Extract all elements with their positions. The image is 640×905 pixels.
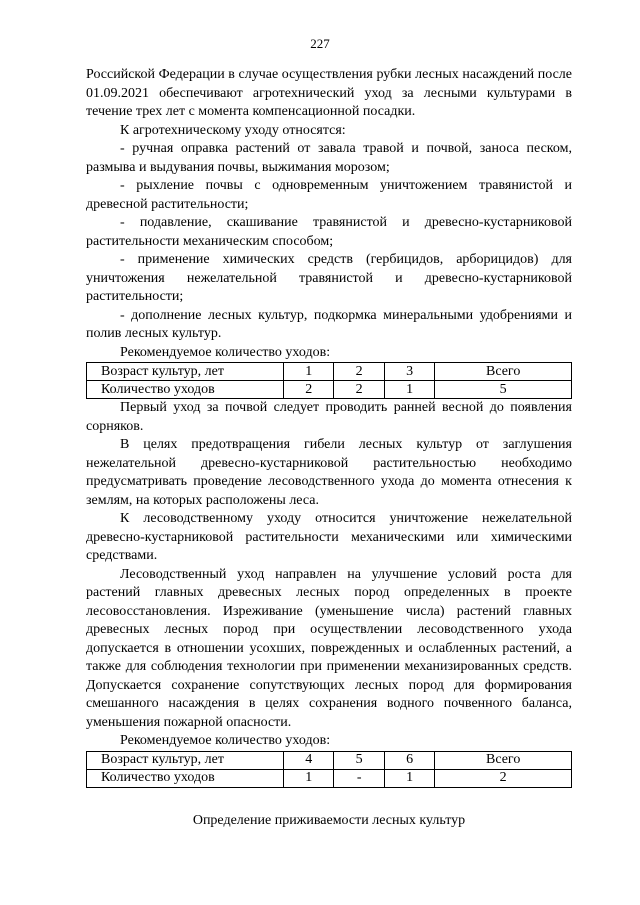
table-cell: Всего	[435, 751, 572, 769]
table-cell: 2	[284, 381, 334, 399]
table-cell: 6	[384, 751, 434, 769]
table-cell: 5	[334, 751, 384, 769]
paragraph: В целях предотвращения гибели лесных культур от заглушения нежелательной древесно-кустарниковой растительностью необходимо предусматривать проведение лесоводственного ухода до момента отнесения к землям, на которых расположены леса.	[86, 437, 572, 508]
table-cell: 1	[384, 769, 434, 787]
section-heading: Определение приживаемости лесных культур	[192, 812, 466, 828]
table-cell: 1	[284, 363, 334, 381]
table-cell: Количество уходов	[87, 381, 284, 399]
table-caption: Рекомендуемое количество уходов:	[120, 344, 331, 360]
paragraph: Российской Федерации в случае осуществления рубки лесных насаждений после 01.09.2021 обеспечивают агротехнический уход за лесными культурами в течение трех лет с момента компенсационной посадки.	[86, 67, 572, 119]
document-body	[86, 66, 572, 830]
table-cell: 1	[284, 769, 334, 787]
page-number: 227	[310, 36, 330, 51]
table-cell: Всего	[435, 363, 572, 381]
paragraph: К агротехническому уходу относятся:	[120, 122, 346, 138]
table-cell: 2	[435, 769, 572, 787]
list-item: - дополнение лесных культур, подкормка минеральными удобрениями и полив лесных культур.	[86, 307, 572, 341]
table-cell: 5	[435, 381, 572, 399]
paragraph: К лесоводственному уходу относится уничтожение нежелательной древесно-кустарниковой растительности механическими или химическими средствами.	[86, 511, 572, 563]
table-cell: Возраст культур, лет	[87, 363, 284, 381]
paragraph: Первый уход за почвой следует проводить ранней весной до появления сорняков.	[86, 400, 572, 434]
table-row	[87, 769, 572, 787]
care-table-1	[86, 362, 572, 399]
list-item: - рыхление почвы с одновременным уничтожением травянистой и древесной растительности;	[86, 178, 572, 212]
paragraph: Лесоводственный уход направлен на улучшение условий роста для растений главных древесных лесных пород определенных в проекте лесовосстановления. Изреживание (уменьшение числа) растений главных древесных лесных пород при осуществлении лесоводственного ухода допускается в отношении усохших, поврежденных и ослабленных растений, а также для соблюдения технологии при применении механизированных средств. Допускается сохранение сопутствующих лесных пород для формирования смешанного насаждения в целях сохранения водного почвенного баланса, уменьшения пожарной опасности.	[86, 566, 572, 730]
table-cell: -	[334, 769, 384, 787]
table-cell: Количество уходов	[87, 769, 284, 787]
list-item: - применение химических средств (гербицидов, арборицидов) для уничтожения нежелательной травянистой и древесно-кустарниковой растительности;	[86, 252, 572, 304]
table-cell: 2	[334, 381, 384, 399]
care-table-2	[86, 751, 572, 788]
table-row	[87, 751, 572, 769]
table-cell: Возраст культур, лет	[87, 751, 284, 769]
table-cell: 3	[384, 363, 434, 381]
table-cell: 4	[284, 751, 334, 769]
list-item: - ручная оправка растений от завала травой и почвой, заноса песком, размыва и выдувания почвы, выжимания морозом;	[86, 141, 572, 175]
table-caption: Рекомендуемое количество уходов:	[120, 733, 331, 748]
table-row	[87, 363, 572, 381]
table-cell: 1	[384, 381, 434, 399]
list-item: - подавление, скашивание травянистой и древесно-кустарниковой растительности механическим способом;	[86, 215, 572, 249]
table-cell: 2	[334, 363, 384, 381]
table-row	[87, 381, 572, 399]
